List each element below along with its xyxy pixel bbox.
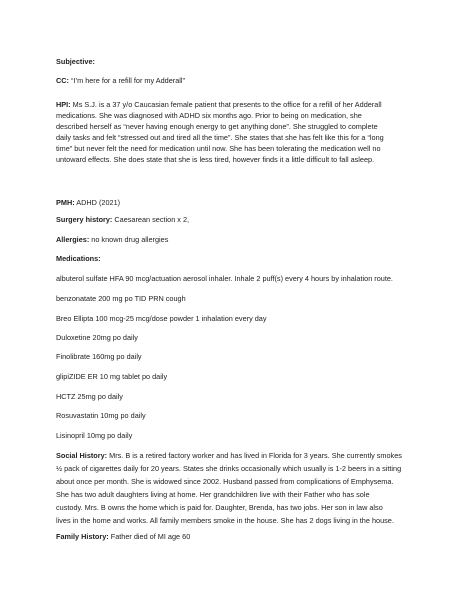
pmh-label: PMH: bbox=[56, 198, 75, 207]
social-history-line bbox=[56, 450, 436, 461]
social-history-line: lives in the home and works. All family members smoke in the house. She has 2 dogs living in the house. bbox=[56, 516, 394, 525]
hpi-line: time” but never felt the need for medication until now. She has been tolerating the medication well no bbox=[56, 144, 381, 153]
surgery-history bbox=[56, 214, 436, 225]
social-history-label: Social History: bbox=[56, 451, 108, 460]
hpi-line: described herself as “never having enough energy to get anything done”. She struggled to complete bbox=[56, 122, 378, 131]
family-history bbox=[56, 531, 436, 542]
medication-item: Breo Ellipta 100 mcg-25 mcg/dose powder 1 inhalation every day bbox=[56, 314, 267, 323]
family-history-label: Family History: bbox=[56, 532, 109, 541]
hpi-line: medications. She was diagnosed with ADHD six months ago. Prior to being on medication, she bbox=[56, 111, 362, 120]
medication-item: Lisinopril 10mg po daily bbox=[56, 431, 133, 440]
medication-item: albuterol sulfate HFA 90 mcg/actuation aerosol inhaler. Inhale 2 puff(s) every 4 hours by inhalation route. bbox=[56, 274, 393, 283]
subjective-heading: Subjective: bbox=[56, 57, 95, 66]
social-history-line: ½ pack of cigarettes daily for 20 years. States she drinks occasionally which usually is 1-2 beers in a sitting bbox=[56, 464, 402, 473]
hpi-label: HPI: bbox=[56, 100, 71, 109]
surgery-text: Caesarean section x 2, bbox=[112, 215, 190, 224]
hpi-line bbox=[56, 99, 436, 110]
medication-item: Duloxetine 20mg po daily bbox=[56, 333, 138, 342]
medication-item: Rosuvastatin 10mg po daily bbox=[56, 411, 146, 420]
pmh-text: ADHD (2021) bbox=[74, 198, 121, 207]
hpi-text: Ms S.J. is a 37 y/o Caucasian female patient that presents to the office for a refill of her Adderall bbox=[70, 100, 382, 109]
allergies-label: Allergies: bbox=[56, 235, 90, 244]
social-history-text: Mrs. B is a retired factory worker and has lived in Florida for 3 years. She currently smokes bbox=[107, 451, 402, 460]
allergies-text: no known drug allergies bbox=[89, 235, 169, 244]
social-history-line: custody. Mrs. B owns the home which is paid for. Daughter, Brenda, has two jobs. Her son in law also bbox=[56, 503, 383, 512]
chief-complaint bbox=[56, 75, 436, 86]
social-history-line: about once per month. She is widowed since 2002. Husband passed from complications of Emphysema. bbox=[56, 477, 394, 486]
medications-heading: Medications: bbox=[56, 254, 101, 263]
medication-item: Finolibrate 160mg po daily bbox=[56, 352, 142, 361]
family-history-text: Father died of MI age 60 bbox=[108, 532, 191, 541]
hpi-line: daily tasks and felt “stressed out and tired all the time”. She states that she has felt like this for a “long bbox=[56, 133, 384, 142]
medication-item: benzonatate 200 mg po TID PRN cough bbox=[56, 294, 186, 303]
social-history-line: She has two adult daughters living at home. Her grandchildren live with their Father who has sole bbox=[56, 490, 370, 499]
medication-item: HCTZ 25mg po daily bbox=[56, 392, 123, 401]
hpi-line: untoward effects. She does state that she is less tired, however finds it a little difficult to fall asleep. bbox=[56, 155, 375, 164]
surgery-label: Surgery history: bbox=[56, 215, 113, 224]
pmh bbox=[56, 197, 436, 208]
medication-item: glipiZIDE ER 10 mg tablet po daily bbox=[56, 372, 168, 381]
allergies bbox=[56, 234, 436, 245]
cc-label: CC: bbox=[56, 76, 69, 85]
cc-text: “I’m here for a refill for my Adderall” bbox=[68, 76, 185, 85]
